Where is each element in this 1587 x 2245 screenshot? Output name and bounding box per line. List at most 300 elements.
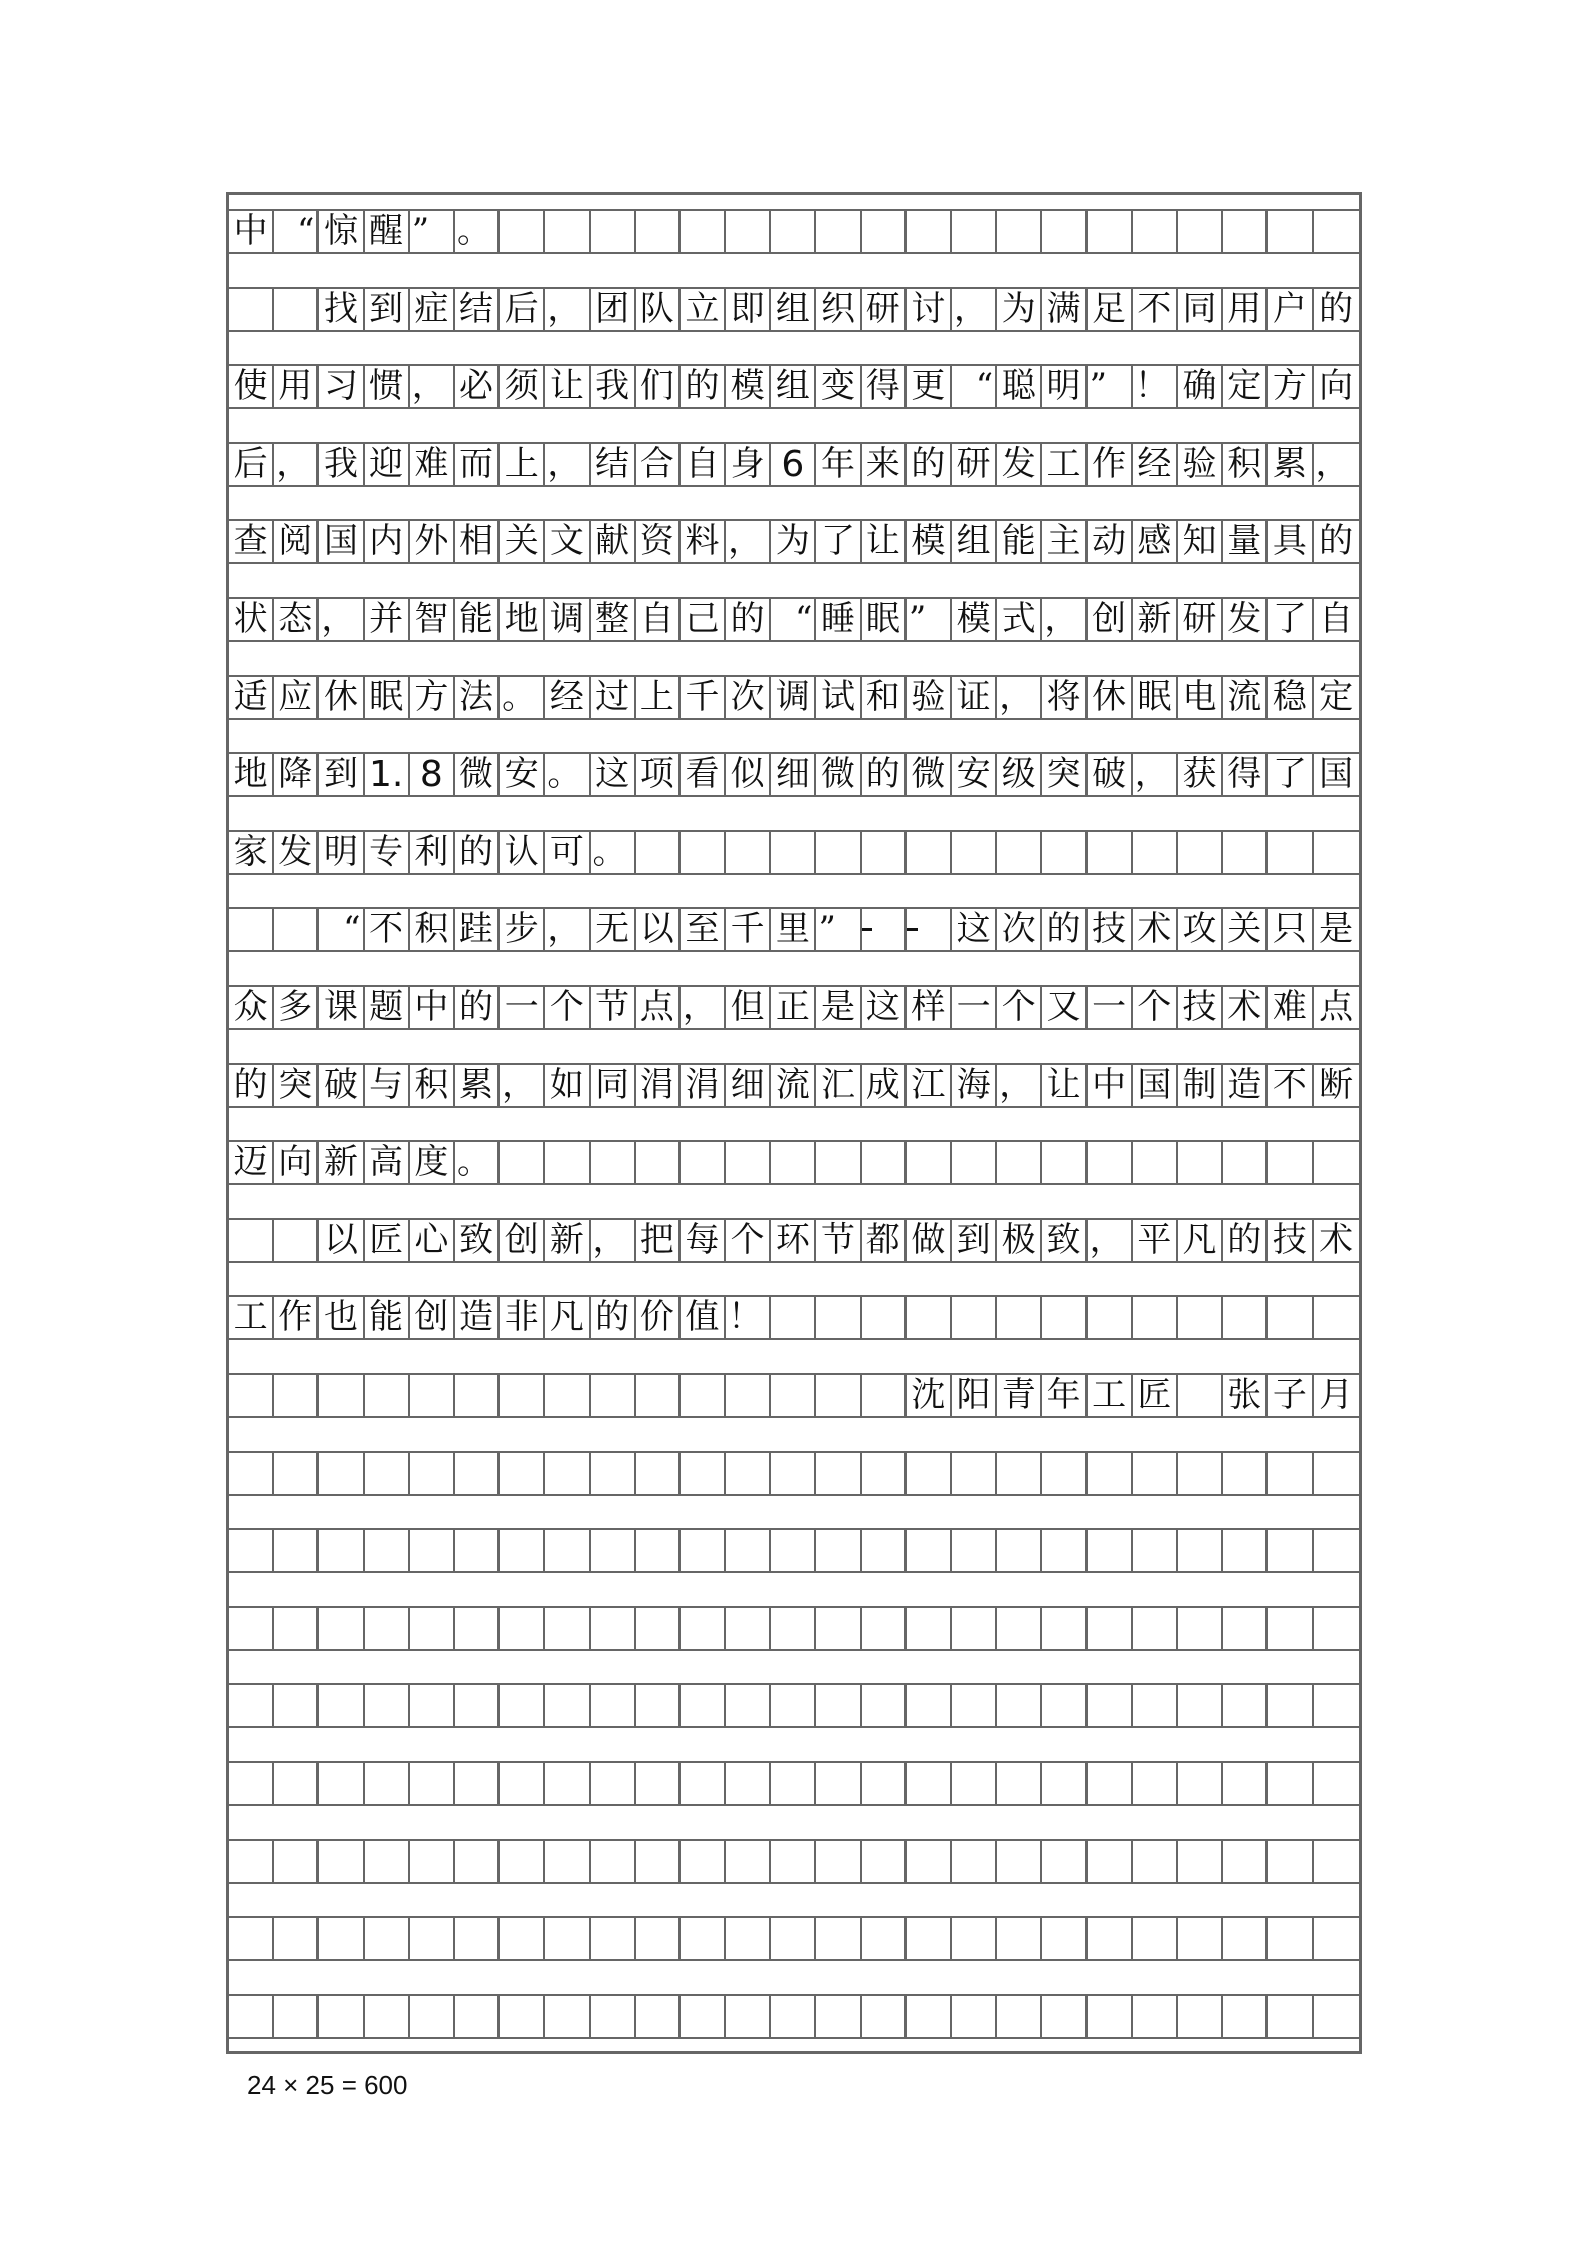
grid-cell-empty [952, 1297, 997, 1338]
grid-cell: 节 [816, 1220, 861, 1261]
grid-cell: ， [410, 366, 455, 407]
grid-cell-empty [726, 1996, 771, 2037]
grid-cell: 技 [1268, 1220, 1313, 1261]
grid-cell-empty [500, 1375, 545, 1416]
grid-cell-empty [726, 1142, 771, 1183]
grid-cell: 正 [771, 987, 816, 1028]
grid-cell: 织 [816, 289, 861, 330]
grid-cell-empty [1133, 1918, 1178, 1959]
grid-cell: 查 [229, 521, 274, 562]
grid-cell: 用 [274, 366, 319, 407]
grid-cell-empty [1178, 1453, 1223, 1494]
grid-cell-empty [500, 1996, 545, 2037]
grid-cell: 找 [319, 289, 364, 330]
grid-cell: 将 [1042, 677, 1087, 718]
grid-cell-empty [816, 1142, 861, 1183]
grid-cell: 多 [274, 987, 319, 1028]
grid-cell-empty [816, 211, 861, 252]
grid-cell-empty [500, 1841, 545, 1882]
grid-cell: 与 [365, 1065, 410, 1106]
grid-cell: 价 [636, 1297, 681, 1338]
grid-cell: 必 [455, 366, 500, 407]
grid-cell-empty [274, 1841, 319, 1882]
grid-cell-empty [365, 1763, 410, 1804]
grid-cell-empty [1088, 1685, 1133, 1726]
grid-cell-empty [410, 1841, 455, 1882]
grid-cell-empty [997, 1142, 1042, 1183]
grid-cell: 步 [500, 909, 545, 950]
grid-cell: 发 [274, 832, 319, 873]
grid-row [229, 1994, 1359, 2039]
grid-cell: ， [1133, 754, 1178, 795]
grid-cell: 造 [1223, 1065, 1268, 1106]
grid-cell-empty [500, 1918, 545, 1959]
grid-cell-empty [862, 1530, 907, 1571]
grid-cell: 工 [229, 1297, 274, 1338]
grid-cell-empty [1133, 1297, 1178, 1338]
grid-cell-empty [636, 1685, 681, 1726]
grid-cell-empty [274, 1453, 319, 1494]
grid-cell-empty [862, 1918, 907, 1959]
grid-cell-empty [862, 1996, 907, 2037]
grid-cell-empty [319, 1530, 364, 1571]
grid-cell: 国 [319, 521, 364, 562]
grid-cell-empty [636, 1453, 681, 1494]
grid-cell: 方 [410, 677, 455, 718]
grid-cell-empty [1178, 211, 1223, 252]
grid-cell: 知 [1178, 521, 1223, 562]
grid-cell-empty [636, 1841, 681, 1882]
grid-cell: 术 [1223, 987, 1268, 1028]
grid-cell-empty [681, 1142, 726, 1183]
grid-cell: 法 [455, 677, 500, 718]
grid-cell-empty [952, 1996, 997, 2037]
grid-cell-empty [1223, 1608, 1268, 1649]
grid-cell-empty [1088, 1142, 1133, 1183]
grid-cell: 迎 [365, 444, 410, 485]
grid-cell: 用 [1223, 289, 1268, 330]
grid-cell-empty [455, 1841, 500, 1882]
grid-cell: 能 [997, 521, 1042, 562]
grid-cell: 智 [410, 599, 455, 640]
grid-cell-empty [545, 1608, 590, 1649]
grid-cell-empty [1088, 1608, 1133, 1649]
grid-cell: 创 [410, 1297, 455, 1338]
grid-row [229, 1683, 1359, 1728]
grid-cell: 经 [545, 677, 590, 718]
grid-cell: 验 [1178, 444, 1223, 485]
grid-cell: 千 [681, 677, 726, 718]
grid-cell: 累 [1268, 444, 1313, 485]
grid-cell-empty [771, 211, 816, 252]
grid-cell: 式 [997, 599, 1042, 640]
grid-cell-empty [681, 1685, 726, 1726]
grid-cell: 是 [1319, 909, 1354, 950]
grid-cell-empty [1268, 832, 1313, 873]
grid-cell-empty [681, 1918, 726, 1959]
grid-cell-empty [455, 1685, 500, 1726]
grid-cell-empty [681, 1608, 726, 1649]
grid-cell: 沈 [907, 1375, 952, 1416]
grid-cell: 积 [1223, 444, 1268, 485]
grid-cell-empty [410, 1918, 455, 1959]
grid-cell: 高 [365, 1142, 410, 1183]
grid-cell-empty [229, 1608, 274, 1649]
grid-cell-empty [816, 1841, 861, 1882]
grid-cell: 的 [1319, 288, 1354, 329]
grid-cell-empty [1042, 1142, 1087, 1183]
grid-cell: 的 [455, 832, 500, 873]
grid-cell: 须 [500, 366, 545, 407]
grid-cell: 自 [681, 444, 726, 485]
grid-cell: 主 [1042, 521, 1087, 562]
grid-cell-empty [1133, 832, 1178, 873]
grid-row [229, 907, 1359, 952]
grid-cell-empty [1314, 1142, 1359, 1183]
grid-cell: 微 [907, 754, 952, 795]
grid-cell-empty [1178, 1841, 1223, 1882]
grid-cell-empty [1178, 832, 1223, 873]
grid-cell-empty [816, 1530, 861, 1571]
grid-cell-empty [771, 1608, 816, 1649]
grid-cell: 阳 [952, 1375, 997, 1416]
grid-cell-empty [997, 211, 1042, 252]
grid-cell-empty [1042, 1530, 1087, 1571]
grid-cell: 无 [591, 909, 636, 950]
grid-cell-empty [1042, 1453, 1087, 1494]
grid-cell: 环 [771, 1220, 816, 1261]
grid-cell: 研 [862, 289, 907, 330]
grid-cell-empty [1223, 1530, 1268, 1571]
grid-cell-empty [1133, 211, 1178, 252]
grid-cell-empty [274, 1918, 319, 1959]
grid-cell: 讨 [907, 289, 952, 330]
grid-cell-empty [229, 1763, 274, 1804]
grid-cell: 得 [862, 366, 907, 407]
grid-cell-empty [455, 1763, 500, 1804]
grid-cell: 样 [907, 987, 952, 1028]
grid-cell-empty [997, 1608, 1042, 1649]
grid-cell-empty [274, 1763, 319, 1804]
grid-cell: 的 [455, 987, 500, 1028]
grid-cell-empty [545, 1142, 590, 1183]
grid-cell: 的 [681, 366, 726, 407]
grid-cell: 定 [1319, 676, 1354, 717]
grid-cell-empty [545, 211, 590, 252]
grid-cell: 涓 [636, 1065, 681, 1106]
grid-cell-empty [771, 1530, 816, 1571]
grid-cell-empty [229, 1996, 274, 2037]
grid-cell: 一 [1088, 987, 1133, 1028]
grid-cell: 聪 [997, 366, 1042, 407]
grid-cell: 国 [1319, 754, 1354, 795]
grid-cell: 汇 [816, 1065, 861, 1106]
grid-cell-empty [862, 1763, 907, 1804]
grid-cell-empty [726, 1608, 771, 1649]
grid-cell: 调 [771, 677, 816, 718]
grid-cell: 己 [681, 599, 726, 640]
grid-cell: 地 [229, 754, 274, 795]
grid-cell-empty [726, 1763, 771, 1804]
grid-cell: 自 [1319, 599, 1354, 639]
grid-cell-empty [636, 1996, 681, 2037]
grid-cell: 创 [500, 1220, 545, 1261]
grid-cell-empty [229, 909, 274, 950]
grid-cell-empty [997, 1685, 1042, 1726]
grid-cell-empty [907, 1763, 952, 1804]
grid-cell-empty [1042, 832, 1087, 873]
grid-cell: 的 [1223, 1220, 1268, 1261]
grid-cell-empty [545, 1453, 590, 1494]
grid-cell: 料 [681, 521, 726, 562]
grid-cell: 队 [636, 289, 681, 330]
grid-cell-empty [1042, 1608, 1087, 1649]
grid-cell: “ [319, 909, 364, 950]
grid-cell-empty [274, 289, 319, 330]
grid-cell-empty [455, 1453, 500, 1494]
grid-cell: 调 [545, 599, 590, 640]
grid-cell-empty [1268, 1996, 1313, 2037]
grid-cell: 为 [771, 521, 816, 562]
grid-row [229, 1839, 1359, 1884]
grid-cell: 专 [365, 832, 410, 873]
grid-cell: 迈 [229, 1142, 274, 1183]
grid-cell: ！ [726, 1297, 771, 1338]
grid-cell-empty [1042, 1996, 1087, 2037]
grid-cell-empty [681, 1841, 726, 1882]
grid-cell: 工 [1042, 444, 1087, 485]
grid-cell: 值 [681, 1297, 726, 1338]
grid-row [229, 287, 1359, 332]
grid-cell: 作 [274, 1297, 319, 1338]
grid-cell: 让 [545, 366, 590, 407]
grid-cell-empty [1223, 1297, 1268, 1338]
grid-cell-empty [636, 1530, 681, 1571]
grid-cell-empty [862, 1142, 907, 1183]
grid-cell-empty [274, 909, 319, 950]
grid-cell-empty [997, 1841, 1042, 1882]
grid-cell-empty [229, 1453, 274, 1494]
grid-cell: 研 [952, 444, 997, 485]
grid-cell: 变 [816, 366, 861, 407]
grid-cell-empty [455, 1530, 500, 1571]
grid-cell-empty [907, 1608, 952, 1649]
grid-cell: ， [545, 909, 590, 950]
grid-cell: 至 [681, 909, 726, 950]
grid-cell: 微 [455, 754, 500, 795]
grid-cell: ， [1088, 1220, 1133, 1261]
grid-cell: 凡 [545, 1297, 590, 1338]
grid-cell: 张 [1223, 1375, 1268, 1416]
grid-cell-empty [816, 1608, 861, 1649]
grid-cell: 惯 [365, 366, 410, 407]
grid-cell: 断 [1319, 1064, 1354, 1105]
grid-cell-empty [771, 1142, 816, 1183]
grid-cell: 平 [1133, 1220, 1178, 1261]
grid-cell: ， [319, 599, 364, 640]
grid-cell: 满 [1042, 289, 1087, 330]
grid-cell: 可 [545, 832, 590, 873]
grid-cell-empty [229, 1685, 274, 1726]
grid-cell-empty [319, 1841, 364, 1882]
grid-cell-empty [1268, 1841, 1313, 1882]
grid-cell: ！ [1133, 366, 1178, 407]
grid-cell-empty [1268, 1685, 1313, 1726]
grid-cell-empty [1178, 1375, 1223, 1416]
grid-row [229, 675, 1359, 720]
grid-cell-empty [500, 1763, 545, 1804]
grid-cell: 具 [1268, 521, 1313, 562]
grid-cell: 众 [229, 987, 274, 1028]
grid-cell: 使 [229, 366, 274, 407]
grid-cell: 微 [816, 754, 861, 795]
grid-cell: 团 [591, 289, 636, 330]
grid-cell-empty [1268, 1763, 1313, 1804]
grid-row [229, 442, 1359, 487]
grid-cell: 模 [907, 521, 952, 562]
grid-cell: 月 [1319, 1375, 1354, 1415]
grid-cell: 到 [319, 754, 364, 795]
grid-cell-empty [591, 1608, 636, 1649]
grid-cell-empty [952, 1685, 997, 1726]
grid-cell-empty [1223, 1685, 1268, 1726]
grid-cell: 合 [636, 444, 681, 485]
grid-cell-empty [1042, 1763, 1087, 1804]
grid-cell: 地 [500, 599, 545, 640]
grid-cell: 方 [1268, 366, 1313, 407]
grid-cell-empty [997, 1297, 1042, 1338]
grid-cell: 休 [1088, 677, 1133, 718]
grid-cell-empty [1314, 1841, 1359, 1882]
grid-cell: 组 [952, 521, 997, 562]
grid-cell-empty [365, 1841, 410, 1882]
grid-cell-empty [1088, 1996, 1133, 2037]
grid-cell-empty [1042, 1297, 1087, 1338]
grid-cell-empty [1314, 1996, 1359, 2037]
grid-cell-empty [1223, 1453, 1268, 1494]
grid-cell: 验 [907, 677, 952, 718]
grid-cell-empty [816, 1763, 861, 1804]
grid-cell: 细 [771, 754, 816, 795]
grid-cell-empty [410, 1530, 455, 1571]
grid-cell-empty [681, 211, 726, 252]
grid-cell: 1. [365, 754, 410, 795]
grid-cell-empty [862, 1841, 907, 1882]
grid-cell: 江 [907, 1065, 952, 1106]
grid-cell-empty [1223, 1996, 1268, 2037]
grid-cell-empty [907, 1530, 952, 1571]
grid-cell: 安 [500, 754, 545, 795]
grid-cell-empty [771, 1375, 816, 1416]
grid-cell-empty [1088, 832, 1133, 873]
grid-cell-empty [816, 1375, 861, 1416]
grid-cell-empty [1314, 1918, 1359, 1959]
grid-cell-empty [771, 1918, 816, 1959]
grid-row [229, 1140, 1359, 1185]
grid-cell-empty [1178, 1685, 1223, 1726]
grid-cell: 非 [500, 1297, 545, 1338]
grid-cell: 明 [1042, 366, 1087, 407]
grid-cell: 的 [726, 599, 771, 640]
grid-cell-empty [1133, 1453, 1178, 1494]
grid-cell: 资 [636, 521, 681, 562]
grid-cell: 认 [500, 832, 545, 873]
grid-cell-empty [1133, 1142, 1178, 1183]
grid-cell-empty [229, 1220, 274, 1261]
grid-cell-empty [410, 1453, 455, 1494]
grid-cell: 中 [410, 987, 455, 1028]
grid-cell: 个 [545, 987, 590, 1028]
grid-cell: 更 [907, 366, 952, 407]
grid-cell-empty [1088, 1453, 1133, 1494]
grid-cell: 。 [455, 211, 500, 252]
grid-cell: 户 [1268, 289, 1313, 330]
grid-cell: 技 [1088, 909, 1133, 950]
grid-cell: 们 [636, 366, 681, 407]
grid-cell-empty [726, 211, 771, 252]
grid-cell: 不 [1133, 289, 1178, 330]
grid-cell-empty [636, 1608, 681, 1649]
grid-cell-empty [1133, 1608, 1178, 1649]
grid-row [229, 830, 1359, 875]
grid-cell: 子 [1268, 1375, 1313, 1416]
grid-cell-empty [365, 1375, 410, 1416]
grid-cell-empty [681, 1530, 726, 1571]
grid-cell-empty [771, 1996, 816, 2037]
grid-cell: 同 [591, 1065, 636, 1106]
grid-cell: 即 [726, 289, 771, 330]
grid-cell-empty [591, 211, 636, 252]
grid-cell: 做 [907, 1220, 952, 1261]
grid-cell-empty [816, 832, 861, 873]
grid-cell: 个 [1133, 987, 1178, 1028]
grid-cell: 休 [319, 677, 364, 718]
grid-cell: 把 [636, 1220, 681, 1261]
grid-row [229, 1295, 1359, 1340]
grid-cell-empty [952, 1918, 997, 1959]
grid-cell: 。 [500, 677, 545, 718]
grid-cell: “ [952, 366, 997, 407]
grid-cell-empty [410, 1375, 455, 1416]
grid-cell: 发 [1223, 599, 1268, 640]
grid-cell: 让 [862, 521, 907, 562]
grid-cell-empty [591, 1918, 636, 1959]
grid-cell: 向 [274, 1142, 319, 1183]
grid-cell-empty [365, 1685, 410, 1726]
grid-cell: 睡 [816, 599, 861, 640]
grid-cell: 。 [545, 754, 590, 795]
grid-cell: 而 [455, 444, 500, 485]
grid-cell-empty [1133, 1763, 1178, 1804]
grid-cell: 到 [365, 289, 410, 330]
grid-cell-empty [1314, 1608, 1359, 1649]
grid-cell-empty [1223, 1841, 1268, 1882]
grid-cell: 过 [591, 677, 636, 718]
grid-cell: ， [545, 289, 590, 330]
grid-cell-empty [591, 1375, 636, 1416]
grid-cell-empty [907, 1453, 952, 1494]
grid-cell-empty [997, 1996, 1042, 2037]
grid-cell-empty [410, 1685, 455, 1726]
grid-cell: 细 [726, 1065, 771, 1106]
grid-cell: 利 [410, 832, 455, 873]
grid-cell: 这 [862, 987, 907, 1028]
grid-cell: 跬 [455, 909, 500, 950]
grid-cell: 流 [1223, 677, 1268, 718]
grid-cell: 不 [365, 909, 410, 950]
grid-row [229, 1373, 1359, 1418]
grid-cell: 的 [1042, 909, 1087, 950]
